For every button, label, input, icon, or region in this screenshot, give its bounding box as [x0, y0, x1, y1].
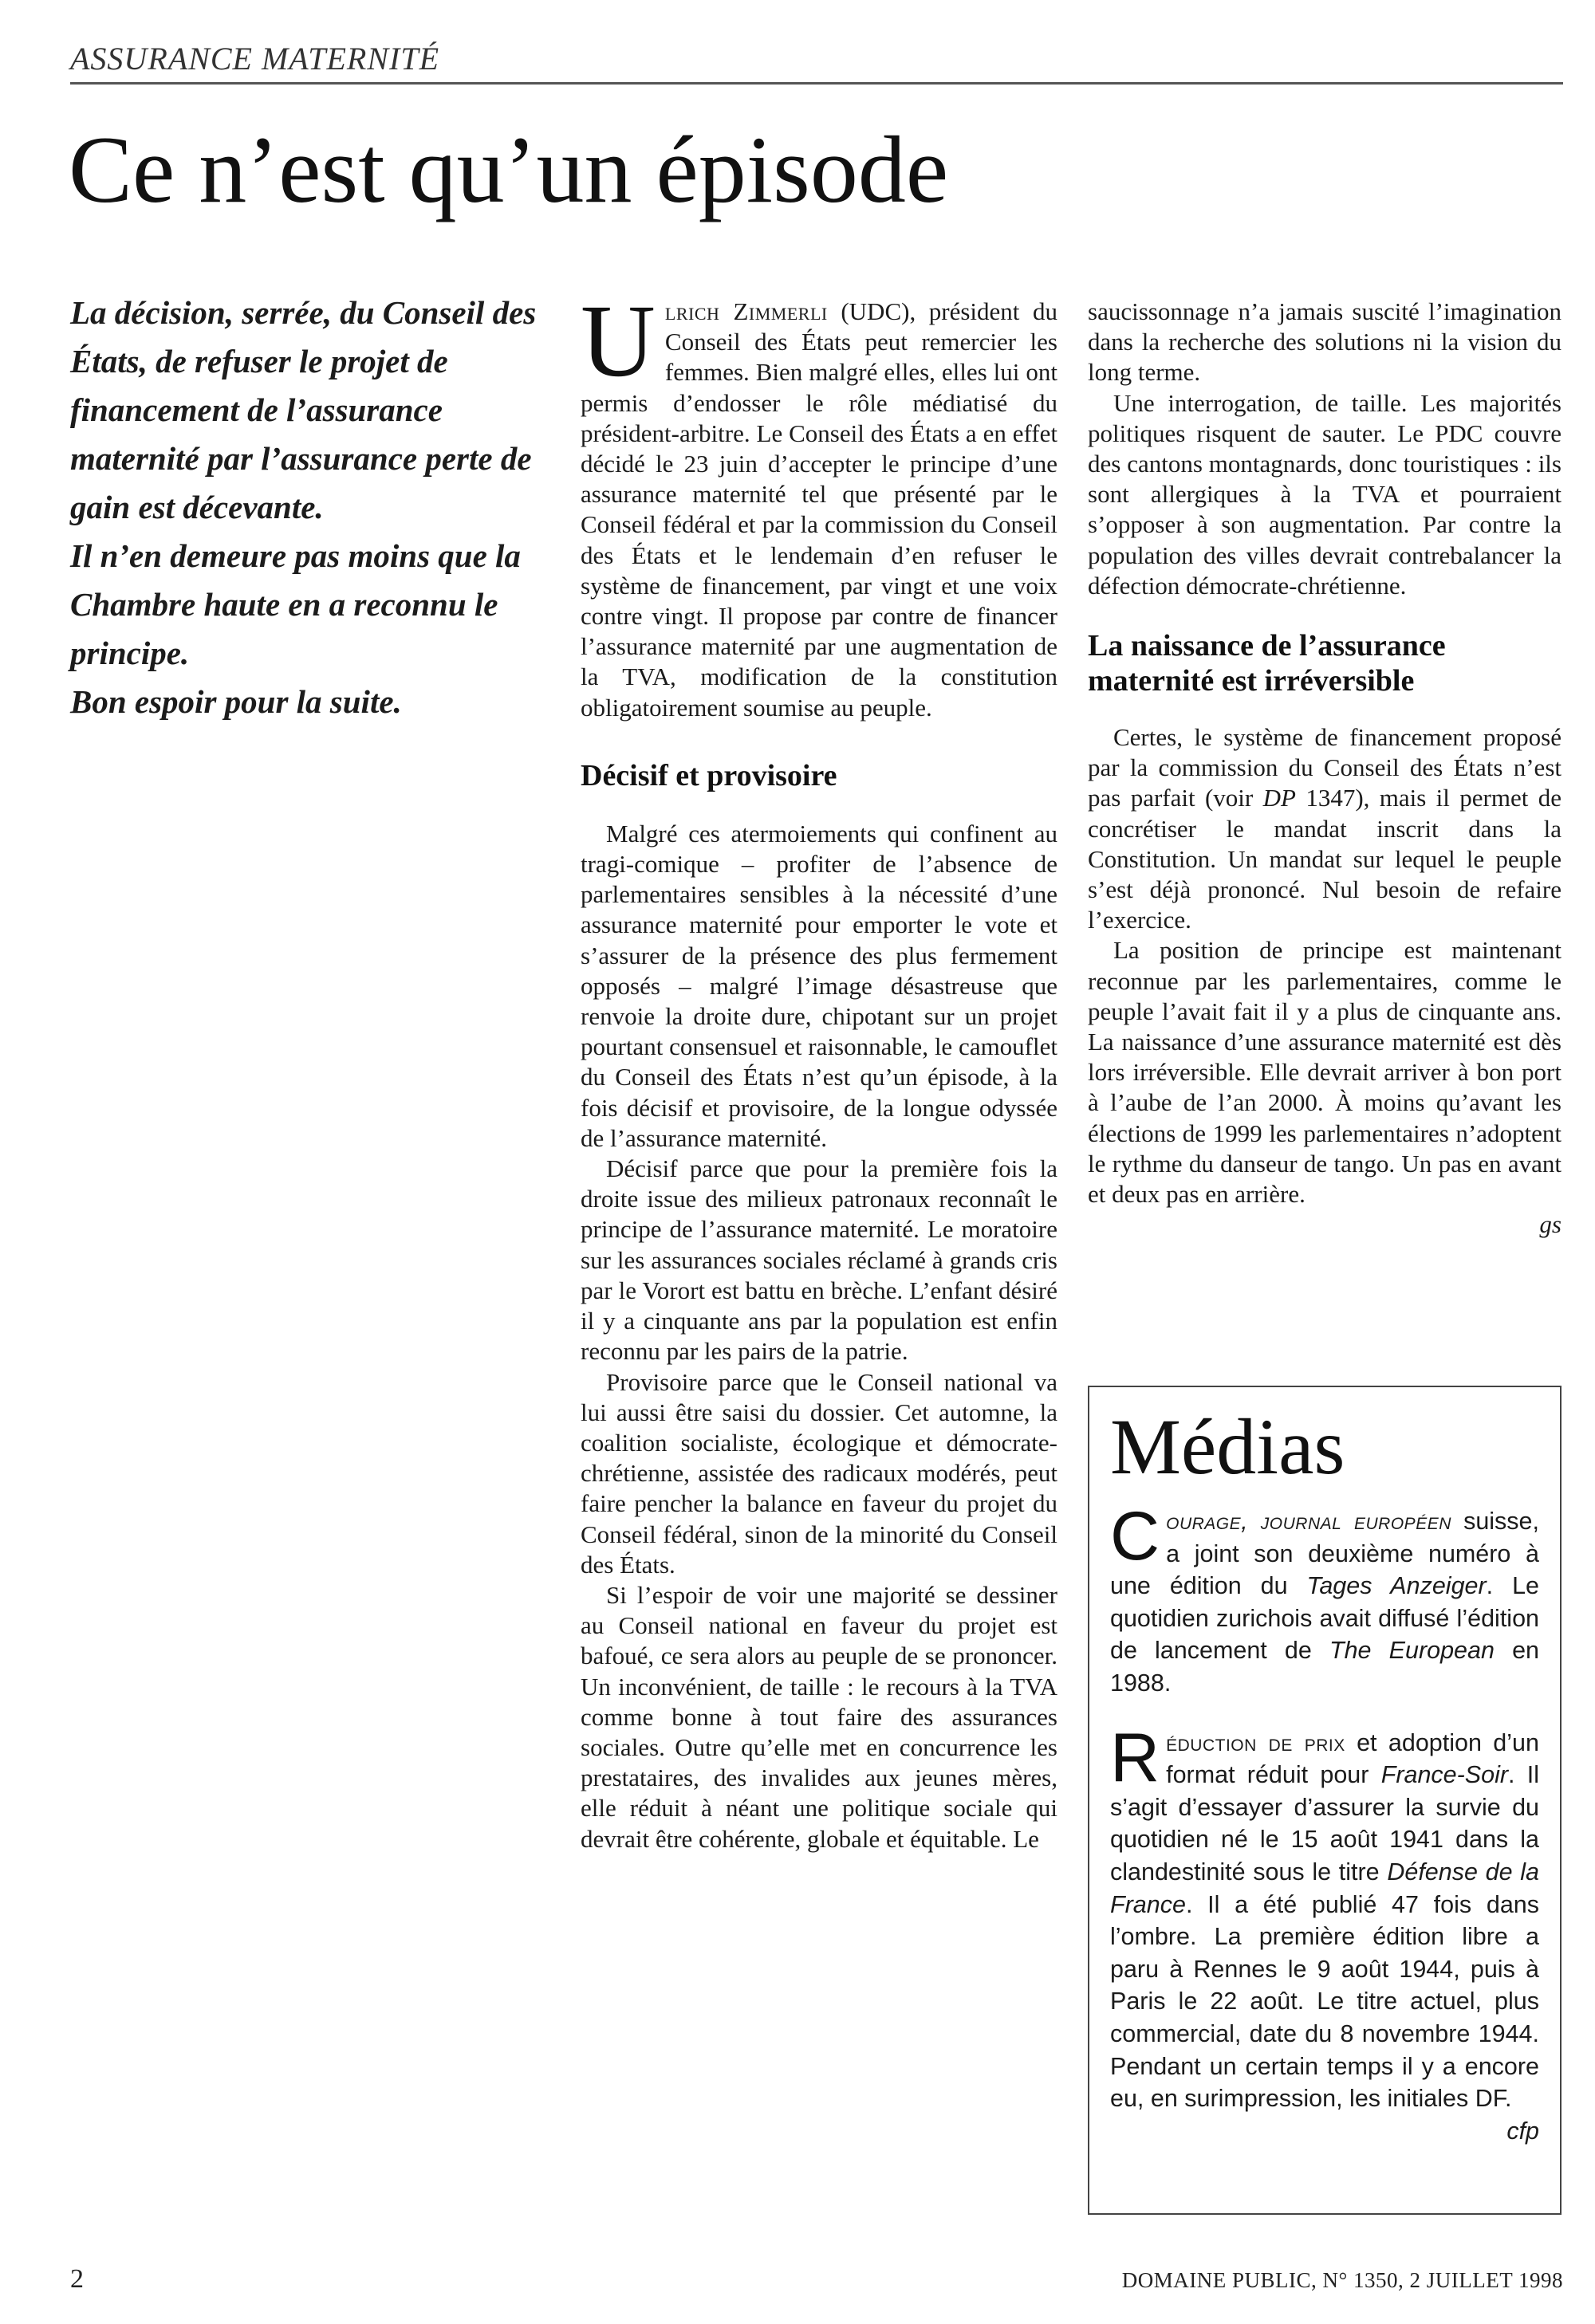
top-rule [70, 82, 1563, 85]
medias-text: en 1988. [1110, 1637, 1539, 1697]
headline: Ce n’est qu’un épisode [69, 116, 949, 222]
article-column-3 [1088, 297, 1562, 1240]
section-label: ASSURANCE MATERNITÉ [70, 41, 440, 77]
medias-box [1088, 1386, 1562, 2215]
medias-title: Médias [1110, 1402, 1345, 1491]
article-text: (UDC), président du Conseil des États peut remercier les femmes. Bien malgré elles, elles lui ont permis d’endosser le rôle médiatisé du président-arbitre. Le Conseil des États a en effet décidé le 23 juin d’accepter le principe d’une assurance maternité tel que présenté par le Conseil fédéral et par la commission du Conseil des États et le lendemain d’en refuser le système de financement, par vingt et une voix contre vingt. Il propose par contre de financer l’assurance maternité par une augmentation de la TVA, modification de la constitution obligatoirement soumise au peuple. [581, 297, 1057, 722]
article-paragraph: La position de principe est maintenant reconnue par les parlementaires, comme le peuple l’avait fait il y a plus de cinquante ans. La naissance d’une assurance maternité est dès lors irréversible. Elle devrait arriver à bon port à l’aube de l’an 2000. À moins qu’avant les élections de 1999 les parlementaires n’adoptent le rythme du danseur de tango. Un pas en avant et deux pas en arrière. [1088, 936, 1562, 1209]
medias-text: suisse, a joint son deuxième numéro à une édition du [1110, 1508, 1539, 1600]
medias-text: . Il s’agit d’essayer d’assurer la survie du quotidien né le 15 août 1941 dans la clandestinité sous le titre [1110, 1761, 1540, 1886]
medias-item [1110, 1719, 1540, 2115]
reference: DP [1262, 784, 1296, 812]
article-paragraph: saucissonnage n’a jamais suscité l’imagination dans la recherche des solutions ni la vision du long terme. [1088, 297, 1562, 387]
page-number: 2 [70, 2264, 84, 2294]
subhead: La naissance de l’assurance maternité est irréversible [1088, 629, 1446, 698]
article-paragraph: Provisoire parce que le Conseil national va lui aussi être saisi du dossier. Cet automne, la coalition socialiste, écologique et démocrate-chrétienne, assistée des radicaux modérés, peut faire pencher la balance en faveur du projet du Conseil fédéral, sinon de la minorité du Conseil des États. [581, 1367, 1057, 1579]
drop-cap: R [1110, 1719, 1160, 1796]
medias-text: et adoption d’un format réduit pour [1166, 1728, 1539, 1789]
signature: cfp [1506, 2117, 1539, 2145]
medias-text: . Il a été publié 47 fois dans l’ombre. La première édition libre a paru à Rennes le 9 août 1944, puis à Paris le 22 août. Le titre actuel, plus commercial, date du 8 novembre 1944. Pendant un certain temps il y a encore eu, en surimpression, les initiales DF. [1110, 1890, 1539, 2113]
publication-name: Défense de la France [1110, 1858, 1539, 1918]
lede [70, 289, 549, 726]
article-column-2 [581, 284, 1057, 1854]
medias-text: . Le quotidien zurichois avait diffusé l’édition de lancement de [1110, 1572, 1539, 1665]
drop-cap: U [581, 284, 656, 399]
article-text: 1347), mais il permet de concrétiser le mandat inscrit dans la Constitution. Un mandat sur lequel le peuple s’est déjà prononcé. Nul besoin de refaire l’exercice. [1088, 784, 1562, 934]
lede-paragraph: Il n’en demeure pas moins que la Chambre haute en a reconnu le principe. [70, 537, 521, 671]
lede-paragraph: Bon espoir pour la suite. [70, 683, 402, 720]
smallcaps-lead: éduction de prix [1166, 1728, 1345, 1756]
article-paragraph: Malgré ces atermoiements qui confinent au tragi-comique – profiter de l’absence de parlementaires sensibles à la nécessité d’une assurance maternité pour emporter le vote et s’assurer de la présence des plus fermement opposés – malgré l’image désastreuse que renvoie la droite dure, chipotant sur un projet pourtant consensuel et raisonnable, le camouflet du Conseil des États n’est qu’un épisode, à la fois décisif et provisoire, de la longue odyssée de l’assurance maternité. [581, 819, 1057, 1152]
drop-cap: C [1110, 1498, 1160, 1575]
publication-name: The European [1329, 1637, 1495, 1665]
medias-item [1110, 1498, 1539, 1700]
article-text: Certes, le système de financement proposé par la commission du Conseil des États n’est pas parfait (voir [1088, 723, 1562, 812]
article-paragraph [581, 284, 1057, 723]
signature: gs [1539, 1210, 1562, 1239]
smallcaps-lead: ourage, journal européen [1166, 1508, 1451, 1535]
publication-info: DOMAINE PUBLIC, N° 1350, 2 JUILLET 1998 [1121, 2268, 1563, 2292]
publication-name: Tages Anzeiger [1306, 1572, 1487, 1600]
article-paragraph: Si l’espoir de voir une majorité se dessiner au Conseil national en faveur du projet est bafoué, ce sera alors au peuple de se prononcer. Un inconvénient, de taille : le recours à la TVA comme bonne à tout faire des assurances sociales. Outre qu’elle met en concurrence les prestataires, des invalides aux jeunes mères, elle réduit à néant une politique sociale qui devrait être cohérente, globale et équitable. Le [581, 1580, 1057, 1853]
article-paragraph: Décisif parce que pour la première fois la droite issue des milieux patronaux reconnaît le principe de l’assurance maternité. Le moratoire sur les assurances sociales réclamé à grands cris par le Vorort est battu en brèche. L’enfant désiré il y a cinquante ans par la population est enfin reconnu par les pairs de la patrie. [581, 1154, 1057, 1366]
article-paragraph [1088, 722, 1562, 935]
author-name: lrich Zimmerli [664, 297, 828, 325]
publication-name: France-Soir [1380, 1761, 1509, 1789]
lede-paragraph: La décision, serrée, du Conseil des États, de refuser le projet de financement de l’assurance maternité par l’assurance perte de gain est décevante. [70, 294, 537, 525]
subhead: Décisif et provisoire [581, 758, 837, 792]
article-paragraph: Une interrogation, de taille. Les majorités politiques risquent de sauter. Le PDC couvre des cantons montagnards, donc touristiques : ils sont allergiques à la TVA et pourraient s’opposer à son augmentation. Par contre la population des villes devrait contrebalancer la défection démocrate-chrétienne. [1088, 388, 1562, 600]
medias-content [1110, 1498, 1540, 2147]
